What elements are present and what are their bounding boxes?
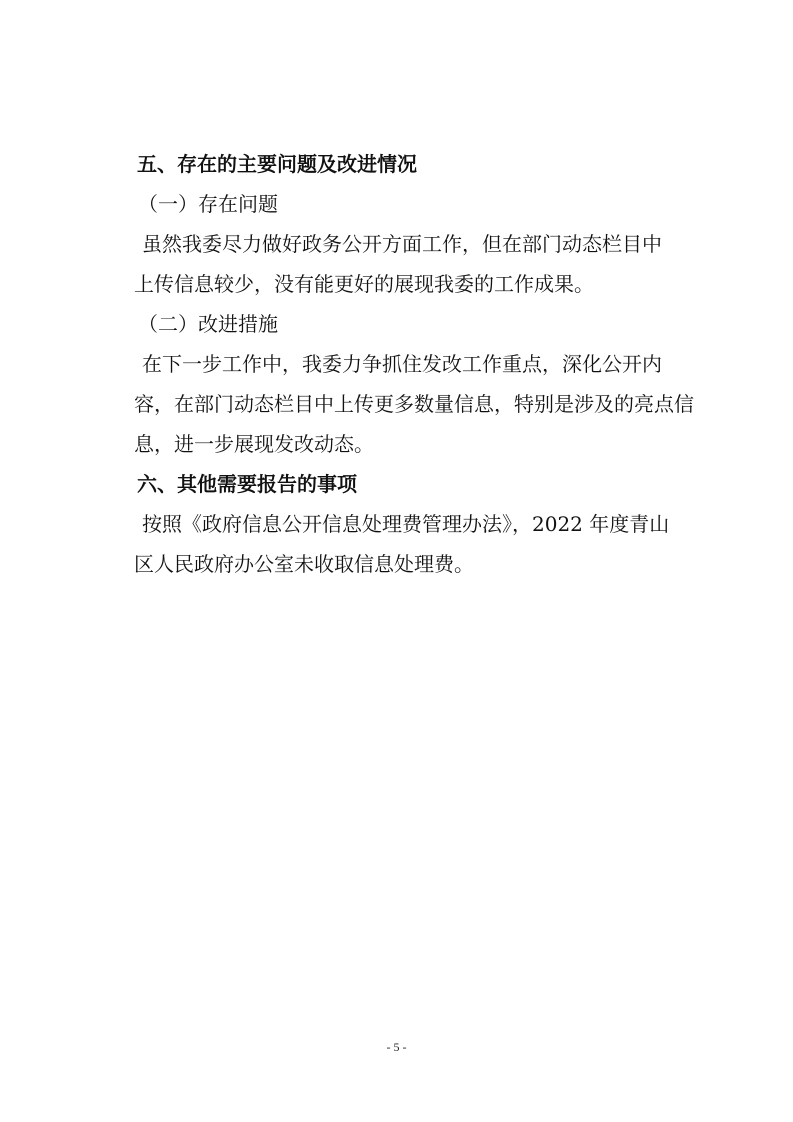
page-number: - 5 - bbox=[386, 1040, 407, 1054]
paragraph-line: 区人民政府办公室未收取信息处理费。 bbox=[134, 552, 474, 576]
section-6-heading: 六、其他需要报告的事项 bbox=[137, 472, 357, 496]
section-5-heading: 五、存在的主要问题及改进情况 bbox=[137, 152, 417, 176]
paragraph-line: 虽然我委尽力做好政务公开方面工作，但在部门动态栏目中 bbox=[142, 232, 662, 256]
paragraph-line: 按照《政府信息公开信息处理费管理办法》，2022 年度青山 bbox=[142, 512, 670, 536]
paragraph-line: 容，在部门动态栏目中上传更多数量信息，特别是涉及的亮点信 bbox=[134, 392, 694, 416]
subsection-improvements-heading: （二）改进措施 bbox=[138, 312, 278, 336]
paragraph-line: 上传信息较少，没有能更好的展现我委的工作成果。 bbox=[134, 272, 594, 296]
paragraph-line: 在下一步工作中，我委力争抓住发改工作重点，深化公开内 bbox=[142, 352, 662, 376]
subsection-issues-heading: （一）存在问题 bbox=[138, 192, 278, 216]
document-body bbox=[134, 144, 694, 584]
paragraph-line: 息，进一步展现发改动态。 bbox=[134, 432, 374, 456]
